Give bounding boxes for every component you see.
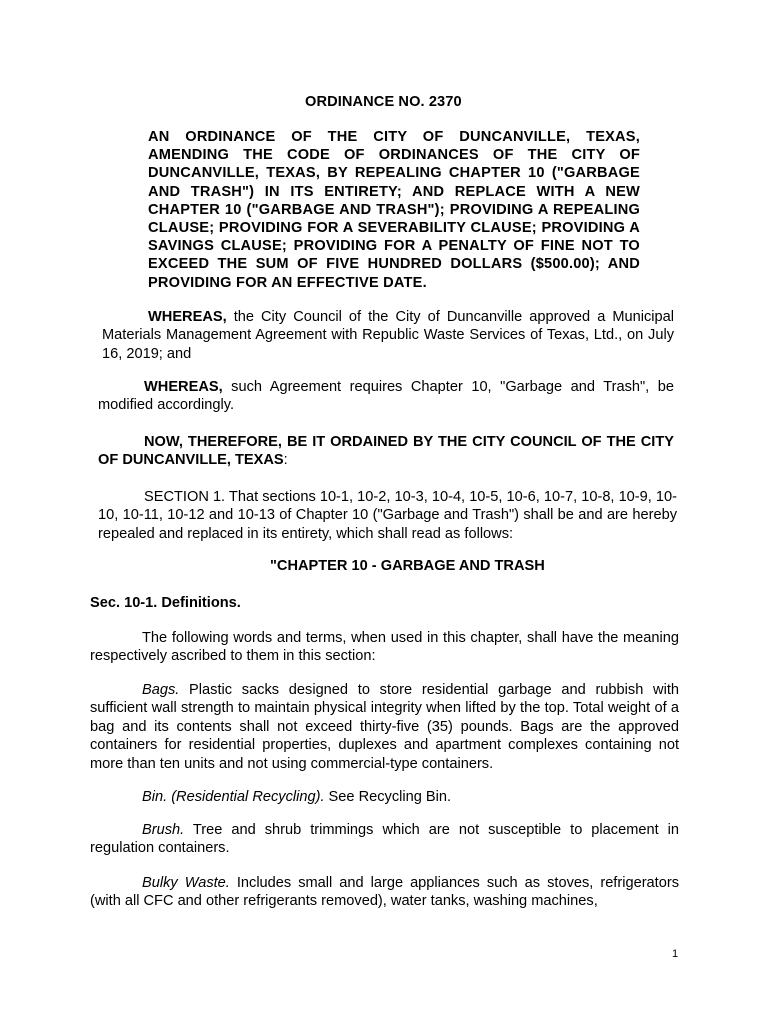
definition-text: Includes small and large appliances such as stoves, refrigerators (with all CFC and other refrigerants removed), water tanks, washing machines, [90, 875, 679, 910]
ordained-lead: NOW, THEREFORE, BE IT ORDAINED BY THE CITY COUNCIL OF THE CITY OF DUNCANVILLE, TEXAS [98, 434, 674, 469]
whereas-lead: WHEREAS, [144, 379, 223, 395]
ordained-tail: : [283, 452, 288, 469]
definition-bin [142, 788, 451, 806]
whereas-text: such Agreement requires Chapter 10, "Garbage and Trash", be modified accordingly. [98, 379, 674, 414]
definition-term: Brush. [142, 822, 185, 838]
definition-text: Tree and shrub trimmings which are not susceptible to placement in regulation containers. [90, 822, 679, 857]
ordained-clause [98, 433, 674, 470]
section-heading: Sec. 10-1. Definitions. [90, 595, 241, 611]
definition-text: See Recycling Bin. [324, 789, 452, 805]
definitions-intro: The following words and terms, when used in this chapter, shall have the meaning respectively ascribed to them in this section: [90, 630, 679, 665]
definition-bulky-waste [90, 874, 679, 911]
whereas-paragraph-1 [102, 308, 674, 363]
definition-term: Bulky Waste. [142, 875, 230, 891]
definition-term: Bin. (Residential Recycling). [142, 789, 325, 805]
definition-brush [90, 821, 679, 858]
chapter-heading: "CHAPTER 10 - GARBAGE AND TRASH [270, 558, 545, 574]
page-number: 1 [672, 948, 679, 960]
definition-text: Plastic sacks designed to store residential garbage and rubbish with sufficient wall strength to maintain physical integrity when lifted by the top. Total weight of a bag and its contents shall not exceed thirty-five (35) pounds. Bags are the approved containers for residential properties, duplexes and apartment complexes containing not more than ten units and not using commercial-type containers. [90, 682, 679, 772]
definition-bags [90, 681, 679, 773]
section-1-paragraph: SECTION 1. That sections 10-1, 10-2, 10-3, 10-4, 10-5, 10-6, 10-7, 10-8, 10-9, 10-10, 10-11, 10-12 and 10-13 of Chapter 10 ("Garbage and Trash") shall be and are hereby repealed and replaced in its entirety, which shall read as follows: [98, 489, 677, 542]
whereas-text: the City Council of the City of Duncanville approved a Municipal Materials Management Agreement with Republic Waste Services of Texas, Ltd., on July 16, 2019; and [102, 309, 674, 362]
whereas-paragraph-2 [98, 378, 674, 415]
definition-term: Bags. [142, 682, 180, 698]
ordinance-caption: AN ORDINANCE OF THE CITY OF DUNCANVILLE, TEXAS, AMENDING THE CODE OF ORDINANCES OF THE CITY OF DUNCANVILLE, TEXAS, BY REPEALING CHAPTER 10 ("GARBAGE AND TRASH") IN ITS ENTIRETY; AND REPLACE WITH A NEW CHAPTER 10 ("GARBAGE AND TRASH"); PROVIDING A REPEALING CLAUSE; PROVIDING FOR A SEVERABILITY CLAUSE; PROVIDING A SAVINGS CLAUSE; PROVIDING FOR A PENALTY OF FINE NOT TO EXCEED THE SUM OF FIVE HUNDRED DOLLARS ($500.00); AND PROVIDING FOR AN EFFECTIVE DATE. [148, 129, 640, 291]
ordinance-title: ORDINANCE NO. 2370 [305, 94, 462, 110]
whereas-lead: WHEREAS, [148, 309, 227, 325]
